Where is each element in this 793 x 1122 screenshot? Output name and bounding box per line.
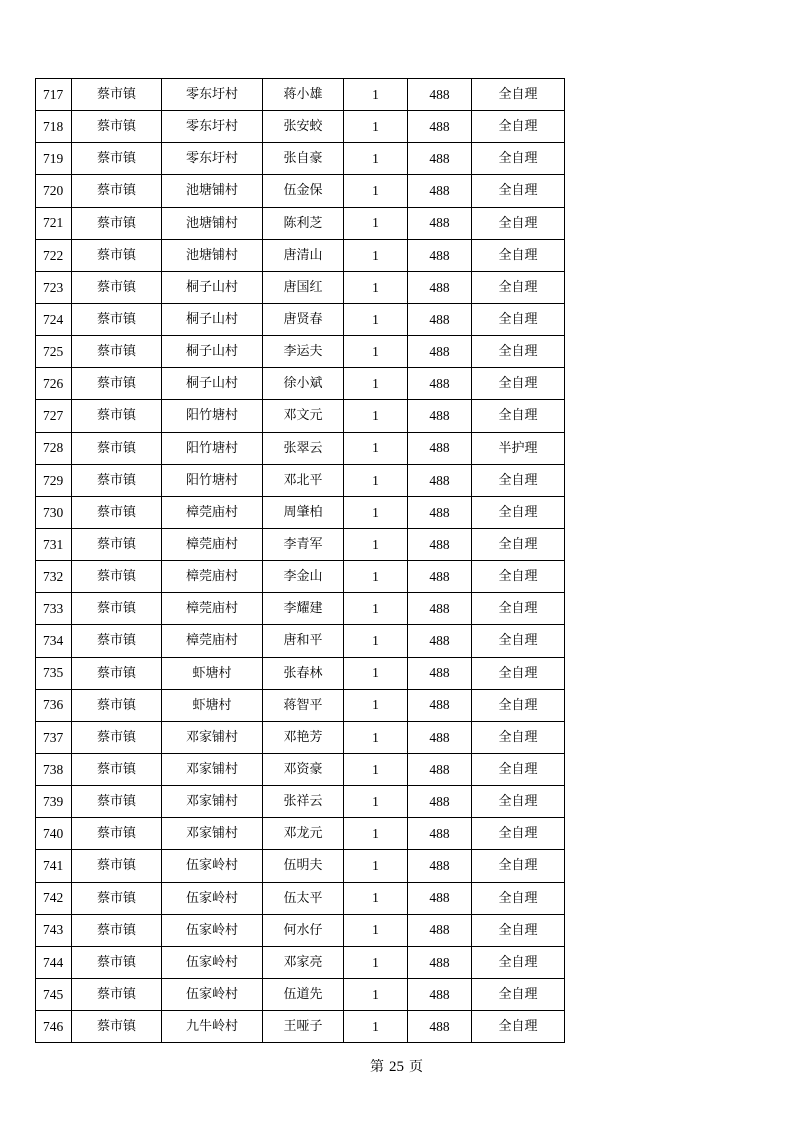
town-cell: 蔡市镇 bbox=[72, 303, 162, 335]
count-cell: 1 bbox=[344, 528, 408, 560]
page-suffix: 页 bbox=[409, 1059, 423, 1075]
count-cell: 1 bbox=[344, 786, 408, 818]
table-row bbox=[36, 721, 565, 753]
town-cell: 蔡市镇 bbox=[72, 175, 162, 207]
village-cell: 桐子山村 bbox=[162, 271, 263, 303]
town-cell: 蔡市镇 bbox=[72, 496, 162, 528]
town-cell: 蔡市镇 bbox=[72, 528, 162, 560]
village-cell: 阳竹塘村 bbox=[162, 464, 263, 496]
village-cell: 零东圩村 bbox=[162, 143, 263, 175]
town-cell: 蔡市镇 bbox=[72, 111, 162, 143]
amount-cell: 488 bbox=[408, 561, 472, 593]
amount-cell: 488 bbox=[408, 978, 472, 1010]
amount-cell: 488 bbox=[408, 368, 472, 400]
row-number: 722 bbox=[36, 239, 72, 271]
town-cell: 蔡市镇 bbox=[72, 207, 162, 239]
care-type-cell: 全自理 bbox=[472, 850, 565, 882]
row-number: 733 bbox=[36, 593, 72, 625]
amount-cell: 488 bbox=[408, 914, 472, 946]
table-body bbox=[36, 79, 565, 1043]
village-cell: 樟莞庙村 bbox=[162, 561, 263, 593]
row-number: 739 bbox=[36, 786, 72, 818]
amount-cell: 488 bbox=[408, 850, 472, 882]
row-number: 725 bbox=[36, 336, 72, 368]
village-cell: 邓家铺村 bbox=[162, 818, 263, 850]
village-cell: 邓家铺村 bbox=[162, 721, 263, 753]
row-number: 721 bbox=[36, 207, 72, 239]
table-row bbox=[36, 303, 565, 335]
person-name-cell: 唐贤春 bbox=[263, 303, 344, 335]
care-type-cell: 全自理 bbox=[472, 336, 565, 368]
care-type-cell: 全自理 bbox=[472, 946, 565, 978]
count-cell: 1 bbox=[344, 239, 408, 271]
village-cell: 邓家铺村 bbox=[162, 786, 263, 818]
row-number: 744 bbox=[36, 946, 72, 978]
village-cell: 邓家铺村 bbox=[162, 753, 263, 785]
care-type-cell: 全自理 bbox=[472, 561, 565, 593]
care-type-cell: 全自理 bbox=[472, 239, 565, 271]
person-name-cell: 邓北平 bbox=[263, 464, 344, 496]
table-row bbox=[36, 689, 565, 721]
amount-cell: 488 bbox=[408, 79, 472, 111]
row-number: 745 bbox=[36, 978, 72, 1010]
count-cell: 1 bbox=[344, 400, 408, 432]
town-cell: 蔡市镇 bbox=[72, 721, 162, 753]
count-cell: 1 bbox=[344, 175, 408, 207]
person-name-cell: 邓艳芳 bbox=[263, 721, 344, 753]
amount-cell: 488 bbox=[408, 496, 472, 528]
person-name-cell: 何水仔 bbox=[263, 914, 344, 946]
village-cell: 伍家岭村 bbox=[162, 914, 263, 946]
row-number: 735 bbox=[36, 657, 72, 689]
village-cell: 虾塘村 bbox=[162, 689, 263, 721]
table-row bbox=[36, 625, 565, 657]
amount-cell: 488 bbox=[408, 689, 472, 721]
care-type-cell: 全自理 bbox=[472, 786, 565, 818]
care-type-cell: 全自理 bbox=[472, 271, 565, 303]
village-cell: 伍家岭村 bbox=[162, 946, 263, 978]
care-type-cell: 全自理 bbox=[472, 818, 565, 850]
town-cell: 蔡市镇 bbox=[72, 946, 162, 978]
person-name-cell: 唐和平 bbox=[263, 625, 344, 657]
village-cell: 樟莞庙村 bbox=[162, 528, 263, 560]
row-number: 741 bbox=[36, 850, 72, 882]
village-cell: 樟莞庙村 bbox=[162, 496, 263, 528]
table-row bbox=[36, 882, 565, 914]
count-cell: 1 bbox=[344, 721, 408, 753]
table-row bbox=[36, 271, 565, 303]
care-type-cell: 全自理 bbox=[472, 111, 565, 143]
count-cell: 1 bbox=[344, 271, 408, 303]
amount-cell: 488 bbox=[408, 464, 472, 496]
amount-cell: 488 bbox=[408, 1011, 472, 1043]
care-type-cell: 全自理 bbox=[472, 625, 565, 657]
person-name-cell: 李青军 bbox=[263, 528, 344, 560]
table-row bbox=[36, 593, 565, 625]
amount-cell: 488 bbox=[408, 721, 472, 753]
village-cell: 桐子山村 bbox=[162, 368, 263, 400]
roster-table bbox=[35, 78, 565, 1043]
amount-cell: 488 bbox=[408, 625, 472, 657]
table-row bbox=[36, 336, 565, 368]
row-number: 738 bbox=[36, 753, 72, 785]
count-cell: 1 bbox=[344, 561, 408, 593]
row-number: 726 bbox=[36, 368, 72, 400]
table-row bbox=[36, 753, 565, 785]
care-type-cell: 全自理 bbox=[472, 593, 565, 625]
care-type-cell: 全自理 bbox=[472, 882, 565, 914]
care-type-cell: 全自理 bbox=[472, 303, 565, 335]
person-name-cell: 王哑子 bbox=[263, 1011, 344, 1043]
amount-cell: 488 bbox=[408, 753, 472, 785]
town-cell: 蔡市镇 bbox=[72, 561, 162, 593]
town-cell: 蔡市镇 bbox=[72, 786, 162, 818]
person-name-cell: 陈利芝 bbox=[263, 207, 344, 239]
village-cell: 阳竹塘村 bbox=[162, 400, 263, 432]
row-number: 732 bbox=[36, 561, 72, 593]
town-cell: 蔡市镇 bbox=[72, 689, 162, 721]
town-cell: 蔡市镇 bbox=[72, 882, 162, 914]
amount-cell: 488 bbox=[408, 239, 472, 271]
care-type-cell: 全自理 bbox=[472, 978, 565, 1010]
village-cell: 伍家岭村 bbox=[162, 978, 263, 1010]
row-number: 731 bbox=[36, 528, 72, 560]
person-name-cell: 张翠云 bbox=[263, 432, 344, 464]
amount-cell: 488 bbox=[408, 400, 472, 432]
person-name-cell: 蒋小雄 bbox=[263, 79, 344, 111]
count-cell: 1 bbox=[344, 946, 408, 978]
town-cell: 蔡市镇 bbox=[72, 914, 162, 946]
count-cell: 1 bbox=[344, 432, 408, 464]
table-row bbox=[36, 207, 565, 239]
care-type-cell: 全自理 bbox=[472, 914, 565, 946]
amount-cell: 488 bbox=[408, 786, 472, 818]
town-cell: 蔡市镇 bbox=[72, 239, 162, 271]
town-cell: 蔡市镇 bbox=[72, 593, 162, 625]
count-cell: 1 bbox=[344, 625, 408, 657]
village-cell: 池塘铺村 bbox=[162, 239, 263, 271]
page-footer bbox=[0, 1056, 793, 1076]
table-row bbox=[36, 464, 565, 496]
care-type-cell: 全自理 bbox=[472, 753, 565, 785]
person-name-cell: 周肇柏 bbox=[263, 496, 344, 528]
person-name-cell: 伍金保 bbox=[263, 175, 344, 207]
table-row bbox=[36, 400, 565, 432]
amount-cell: 488 bbox=[408, 882, 472, 914]
row-number: 717 bbox=[36, 79, 72, 111]
care-type-cell: 半护理 bbox=[472, 432, 565, 464]
count-cell: 1 bbox=[344, 914, 408, 946]
row-number: 734 bbox=[36, 625, 72, 657]
table-row bbox=[36, 432, 565, 464]
table-row bbox=[36, 111, 565, 143]
person-name-cell: 张安蛟 bbox=[263, 111, 344, 143]
count-cell: 1 bbox=[344, 850, 408, 882]
count-cell: 1 bbox=[344, 657, 408, 689]
page-prefix: 第 bbox=[370, 1059, 384, 1075]
town-cell: 蔡市镇 bbox=[72, 79, 162, 111]
town-cell: 蔡市镇 bbox=[72, 464, 162, 496]
amount-cell: 488 bbox=[408, 432, 472, 464]
table-row bbox=[36, 914, 565, 946]
count-cell: 1 bbox=[344, 111, 408, 143]
table-row bbox=[36, 1011, 565, 1043]
row-number: 736 bbox=[36, 689, 72, 721]
table-row bbox=[36, 496, 565, 528]
count-cell: 1 bbox=[344, 593, 408, 625]
person-name-cell: 李耀建 bbox=[263, 593, 344, 625]
care-type-cell: 全自理 bbox=[472, 207, 565, 239]
table-row bbox=[36, 368, 565, 400]
table-row bbox=[36, 239, 565, 271]
amount-cell: 488 bbox=[408, 657, 472, 689]
village-cell: 零东圩村 bbox=[162, 111, 263, 143]
person-name-cell: 徐小斌 bbox=[263, 368, 344, 400]
row-number: 742 bbox=[36, 882, 72, 914]
town-cell: 蔡市镇 bbox=[72, 143, 162, 175]
care-type-cell: 全自理 bbox=[472, 496, 565, 528]
person-name-cell: 唐国红 bbox=[263, 271, 344, 303]
town-cell: 蔡市镇 bbox=[72, 1011, 162, 1043]
count-cell: 1 bbox=[344, 207, 408, 239]
care-type-cell: 全自理 bbox=[472, 464, 565, 496]
table-row bbox=[36, 143, 565, 175]
care-type-cell: 全自理 bbox=[472, 689, 565, 721]
amount-cell: 488 bbox=[408, 818, 472, 850]
village-cell: 池塘铺村 bbox=[162, 207, 263, 239]
care-type-cell: 全自理 bbox=[472, 721, 565, 753]
village-cell: 九牛岭村 bbox=[162, 1011, 263, 1043]
town-cell: 蔡市镇 bbox=[72, 978, 162, 1010]
person-name-cell: 张自豪 bbox=[263, 143, 344, 175]
count-cell: 1 bbox=[344, 978, 408, 1010]
table-row bbox=[36, 818, 565, 850]
village-cell: 樟莞庙村 bbox=[162, 593, 263, 625]
amount-cell: 488 bbox=[408, 207, 472, 239]
care-type-cell: 全自理 bbox=[472, 1011, 565, 1043]
town-cell: 蔡市镇 bbox=[72, 368, 162, 400]
person-name-cell: 蒋智平 bbox=[263, 689, 344, 721]
amount-cell: 488 bbox=[408, 143, 472, 175]
town-cell: 蔡市镇 bbox=[72, 400, 162, 432]
count-cell: 1 bbox=[344, 368, 408, 400]
row-number: 727 bbox=[36, 400, 72, 432]
count-cell: 1 bbox=[344, 336, 408, 368]
row-number: 720 bbox=[36, 175, 72, 207]
row-number: 737 bbox=[36, 721, 72, 753]
village-cell: 阳竹塘村 bbox=[162, 432, 263, 464]
care-type-cell: 全自理 bbox=[472, 175, 565, 207]
village-cell: 伍家岭村 bbox=[162, 882, 263, 914]
village-cell: 伍家岭村 bbox=[162, 850, 263, 882]
town-cell: 蔡市镇 bbox=[72, 625, 162, 657]
village-cell: 池塘铺村 bbox=[162, 175, 263, 207]
amount-cell: 488 bbox=[408, 946, 472, 978]
person-name-cell: 伍太平 bbox=[263, 882, 344, 914]
row-number: 718 bbox=[36, 111, 72, 143]
table-row bbox=[36, 657, 565, 689]
person-name-cell: 唐清山 bbox=[263, 239, 344, 271]
table-row bbox=[36, 786, 565, 818]
village-cell: 桐子山村 bbox=[162, 336, 263, 368]
town-cell: 蔡市镇 bbox=[72, 432, 162, 464]
table-row bbox=[36, 978, 565, 1010]
amount-cell: 488 bbox=[408, 593, 472, 625]
row-number: 740 bbox=[36, 818, 72, 850]
table-row bbox=[36, 946, 565, 978]
count-cell: 1 bbox=[344, 303, 408, 335]
person-name-cell: 邓家亮 bbox=[263, 946, 344, 978]
page-number: 25 bbox=[389, 1059, 404, 1075]
count-cell: 1 bbox=[344, 79, 408, 111]
village-cell: 桐子山村 bbox=[162, 303, 263, 335]
person-name-cell: 邓龙元 bbox=[263, 818, 344, 850]
count-cell: 1 bbox=[344, 143, 408, 175]
village-cell: 樟莞庙村 bbox=[162, 625, 263, 657]
table-row bbox=[36, 175, 565, 207]
amount-cell: 488 bbox=[408, 528, 472, 560]
table-row bbox=[36, 79, 565, 111]
count-cell: 1 bbox=[344, 753, 408, 785]
person-name-cell: 邓资豪 bbox=[263, 753, 344, 785]
care-type-cell: 全自理 bbox=[472, 368, 565, 400]
row-number: 724 bbox=[36, 303, 72, 335]
count-cell: 1 bbox=[344, 464, 408, 496]
village-cell: 零东圩村 bbox=[162, 79, 263, 111]
town-cell: 蔡市镇 bbox=[72, 657, 162, 689]
amount-cell: 488 bbox=[408, 271, 472, 303]
person-name-cell: 伍明夫 bbox=[263, 850, 344, 882]
person-name-cell: 李金山 bbox=[263, 561, 344, 593]
care-type-cell: 全自理 bbox=[472, 400, 565, 432]
amount-cell: 488 bbox=[408, 336, 472, 368]
count-cell: 1 bbox=[344, 1011, 408, 1043]
town-cell: 蔡市镇 bbox=[72, 336, 162, 368]
town-cell: 蔡市镇 bbox=[72, 271, 162, 303]
town-cell: 蔡市镇 bbox=[72, 753, 162, 785]
person-name-cell: 伍道先 bbox=[263, 978, 344, 1010]
table-row bbox=[36, 561, 565, 593]
person-name-cell: 张祥云 bbox=[263, 786, 344, 818]
amount-cell: 488 bbox=[408, 303, 472, 335]
count-cell: 1 bbox=[344, 689, 408, 721]
row-number: 743 bbox=[36, 914, 72, 946]
count-cell: 1 bbox=[344, 882, 408, 914]
person-name-cell: 张春林 bbox=[263, 657, 344, 689]
row-number: 728 bbox=[36, 432, 72, 464]
person-name-cell: 邓文元 bbox=[263, 400, 344, 432]
table-row bbox=[36, 850, 565, 882]
amount-cell: 488 bbox=[408, 175, 472, 207]
care-type-cell: 全自理 bbox=[472, 143, 565, 175]
village-cell: 虾塘村 bbox=[162, 657, 263, 689]
row-number: 729 bbox=[36, 464, 72, 496]
amount-cell: 488 bbox=[408, 111, 472, 143]
row-number: 723 bbox=[36, 271, 72, 303]
row-number: 719 bbox=[36, 143, 72, 175]
row-number: 730 bbox=[36, 496, 72, 528]
count-cell: 1 bbox=[344, 496, 408, 528]
count-cell: 1 bbox=[344, 818, 408, 850]
care-type-cell: 全自理 bbox=[472, 657, 565, 689]
table-row bbox=[36, 528, 565, 560]
care-type-cell: 全自理 bbox=[472, 528, 565, 560]
town-cell: 蔡市镇 bbox=[72, 818, 162, 850]
care-type-cell: 全自理 bbox=[472, 79, 565, 111]
row-number: 746 bbox=[36, 1011, 72, 1043]
town-cell: 蔡市镇 bbox=[72, 850, 162, 882]
person-name-cell: 李运夫 bbox=[263, 336, 344, 368]
